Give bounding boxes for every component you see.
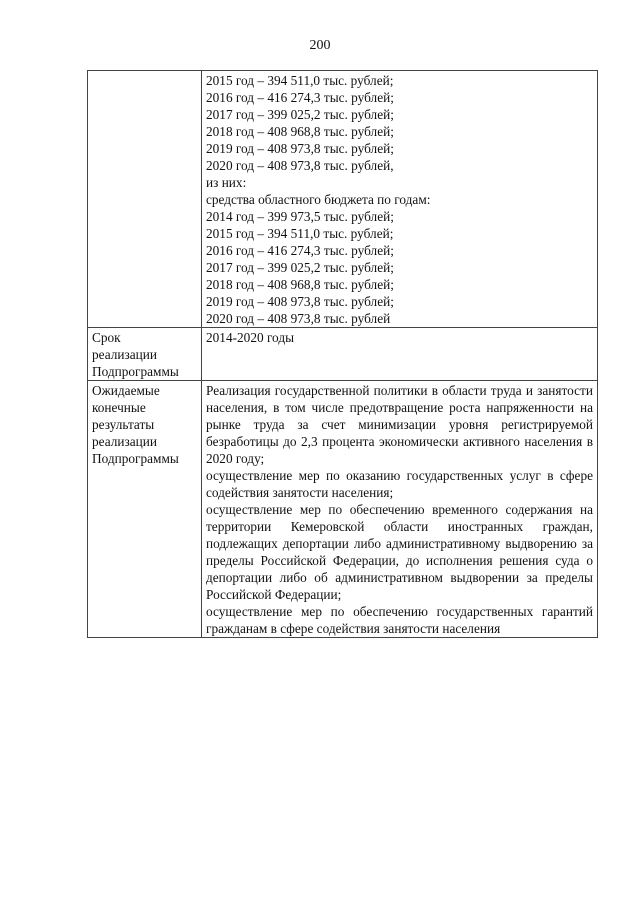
funding-line: 2020 год – 408 973,8 тыс. рублей <box>206 311 391 326</box>
funding-line: 2019 год – 408 973,8 тыс. рублей; <box>206 141 394 156</box>
funding-line: 2017 год – 399 025,2 тыс. рублей; <box>206 260 394 275</box>
funding-line: 2018 год – 408 968,8 тыс. рублей; <box>206 277 394 292</box>
funding-line: 2015 год – 394 511,0 тыс. рублей; <box>206 226 394 241</box>
funding-line: 2016 год – 416 274,3 тыс. рублей; <box>206 243 394 258</box>
funding-line: 2019 год – 408 973,8 тыс. рублей; <box>206 294 394 309</box>
row-label-line: Срок <box>92 330 121 345</box>
funding-line: 2015 год – 394 511,0 тыс. рублей; <box>206 73 394 88</box>
row-label-line: результаты <box>92 417 155 432</box>
row-label-line: конечные <box>92 400 146 415</box>
result-paragraph: Реализация государственной политики в области труда и занятости населения, в том числе предотвращение роста напряженности на рынке труда за счет минимизации уровня регистрируемой безработицы до 2,3 процента экономически активного населения в 2020 году; <box>206 383 593 466</box>
funding-line: 2016 год – 416 274,3 тыс. рублей; <box>206 90 394 105</box>
row-label-empty <box>88 71 202 328</box>
row-label-term <box>88 328 202 381</box>
row-label-results <box>88 381 202 638</box>
funding-line: 2020 год – 408 973,8 тыс. рублей, <box>206 158 394 173</box>
term-value: 2014-2020 годы <box>206 330 295 345</box>
row-label-line: реализации <box>92 347 157 362</box>
result-paragraph: осуществление мер по обеспечению государственных гарантий гражданам в сфере содействия занятости населения <box>206 604 593 636</box>
table-row-term <box>88 328 598 381</box>
term-value-cell <box>202 328 598 381</box>
financing-values-cell <box>202 71 598 328</box>
result-paragraph: осуществление мер по оказанию государственных услуг в сфере содействия занятости населения; <box>206 468 593 500</box>
funding-line: 2014 год – 399 973,5 тыс. рублей; <box>206 209 394 224</box>
row-label-line: Подпрограммы <box>92 451 179 466</box>
row-label-line: реализации <box>92 434 157 449</box>
results-value-cell <box>202 381 598 638</box>
funding-line: средства областного бюджета по годам: <box>206 192 431 207</box>
funding-line: 2018 год – 408 968,8 тыс. рублей; <box>206 124 394 139</box>
table-row-results <box>88 381 598 638</box>
funding-line: из них: <box>206 175 247 190</box>
passport-table <box>87 70 598 638</box>
row-label-line: Ожидаемые <box>92 383 160 398</box>
funding-line: 2017 год – 399 025,2 тыс. рублей; <box>206 107 394 122</box>
result-paragraph: осуществление мер по обеспечению временного содержания на территории Кемеровской области иностранных граждан, подлежащих депортации либо административному выдворению за пределы Российской Федерации, до исполнения решения суда о депортации либо об административном выдворении за пределы Российской Федерации; <box>206 502 593 602</box>
page-number: 200 <box>309 38 331 53</box>
row-label-line: Подпрограммы <box>92 364 179 379</box>
table-row-financing <box>88 71 598 328</box>
